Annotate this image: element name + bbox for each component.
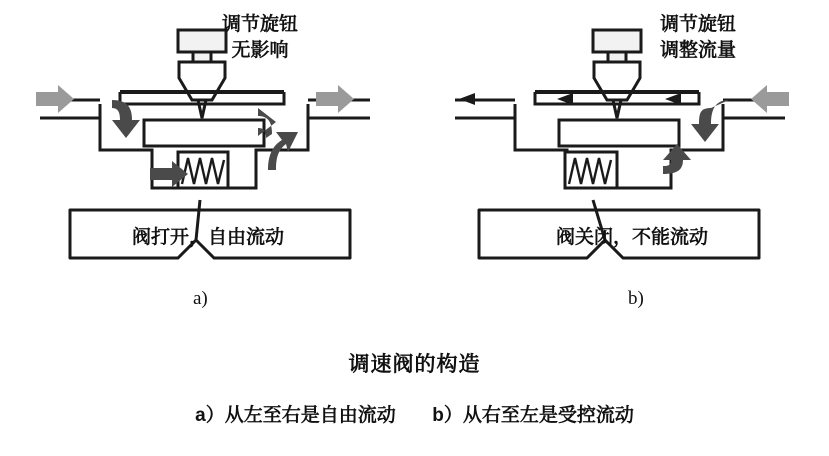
figure-letter-a: a) xyxy=(193,288,208,309)
figure-letter-b: b) xyxy=(628,288,644,309)
knob-label-a-line2: 无影响 xyxy=(231,40,289,61)
flow-arrow-inlet-a xyxy=(36,85,74,113)
needle-body-a xyxy=(179,62,225,100)
valve-schematic-a xyxy=(0,0,414,320)
inner-chamber-a xyxy=(144,120,264,146)
flow-arrow-inlet-b xyxy=(751,85,789,113)
flow-arrow-outlet-a xyxy=(316,85,354,113)
knob-label-a xyxy=(222,12,298,64)
figure-subtitle xyxy=(0,400,829,427)
callout-text-a: 阀打开，自由流动 xyxy=(131,227,284,248)
figure-title: 调速阀的构造 xyxy=(348,353,481,376)
needle-body-b xyxy=(594,62,640,100)
knob-cap-a xyxy=(178,30,226,52)
knob-cap-b xyxy=(593,30,641,52)
figure-subtitle-a: a）从左至右是自由流动 xyxy=(195,405,396,426)
valve-schematic-b xyxy=(415,0,829,320)
diagram-panel-b xyxy=(415,0,829,320)
knob-label-b-line1: 调节旋钮 xyxy=(660,14,737,35)
knob-label-a-line1: 调节旋钮 xyxy=(222,14,299,35)
inner-chamber-b xyxy=(559,120,679,146)
callout-text-b: 阀关闭，不能流动 xyxy=(555,227,708,248)
diagram-panel-a xyxy=(0,0,414,320)
figure-subtitle-b: b）从右至左是受控流动 xyxy=(432,405,634,426)
knob-label-b-line2: 调整流量 xyxy=(660,40,737,61)
knob-label-b xyxy=(660,12,736,64)
